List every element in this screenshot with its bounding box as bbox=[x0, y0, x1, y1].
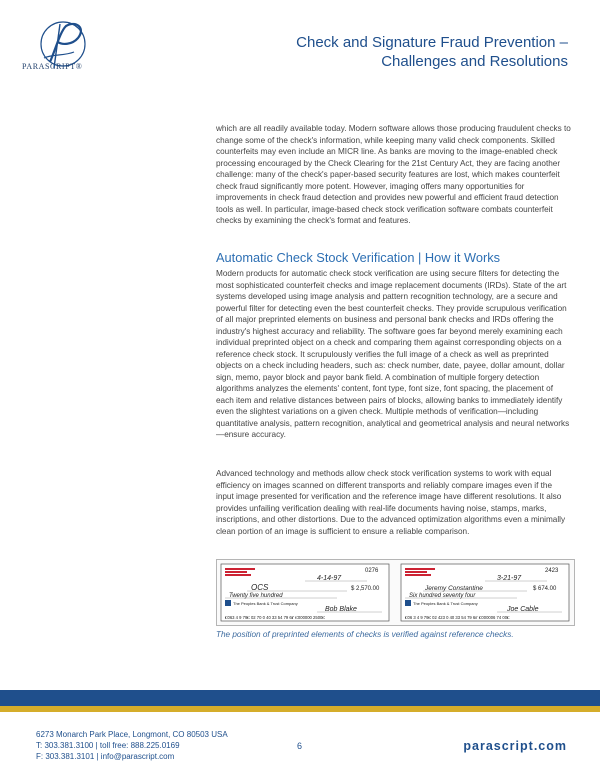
right-check-date: 3-21-97 bbox=[497, 575, 522, 582]
how-it-works-paragraph: Modern products for automatic check stock verification are using secure filters for detecting the most sophisticated counterfeit checks and image replacement documents (IRDs). State of the art systems developed using image analysis and pattern recognition technology, are a secure and powerful filter for detecting even the best counterfeit checks. They provide scrupulous verification of all major preprinted elements on business and personal bank checks and IRDs offering the industry's highest accuracy and reliability. The software goes far beyond merely examining each individual preprinted object on a check and comparing them against corresponding objects on a reference check stock. It scrupulously verifies the full image of a check as well as preprinted objects on a check including headers, such as: check number, date, payee, dollar amount, dollar sign, memo, payor block and payor bank field. A combination of multiple forgery detection algorithms analyzes the elements' content, font type, font size, font spacing, the placement of each item and relative distances between pairs of blocks, allowing banks to immediately identify even the slightest variations on a given check. Multiple methods of verification—including quantitative analysis, pattern recognition, analytical and geometrical analysis and neural networks—ensure accuracy. bbox=[216, 269, 570, 439]
right-check-payee: Jeremy Constantine bbox=[425, 585, 483, 592]
intro-paragraph: which are all readily available today. Modern software allows those producing fraudulent checks to change some of the check's information, while keeping many valid check components. Skilled counterfeits may even include an MICR line. As banks are moving to the image-enabled check processing encouraged by the Check Clearing for the 21st Century Act, they are facing another challenge: many of the check's paper-based security features are lost, which makes counterfeit check fraud significantly more potent. However, imaging offers many opportunities for improvements in check fraud detection and provides new powerful and efficient fraud detection tools as well. In particular, image-based check stock verification software combats counterfeit checks by examining the check's format and features. bbox=[216, 124, 571, 225]
right-check-written-amount: Six hundred seventy four bbox=[409, 593, 476, 599]
left-check-amount: $ 2,570.00 bbox=[351, 586, 380, 592]
document-title-line-2: Challenges and Resolutions bbox=[381, 53, 568, 70]
left-check-signature: Bob Blake bbox=[325, 606, 357, 613]
logo-wordmark: PARASCRIPT® bbox=[22, 62, 83, 71]
left-check-written-amount: Twenty five hundred bbox=[229, 593, 283, 599]
right-check-number: 2423 bbox=[545, 568, 559, 574]
right-check-micr: ⑆06 3 4 9 79⑆ 02 423 0 40 33 54 79 6⑈ ⑆000006 74 00⑆ bbox=[405, 615, 510, 620]
left-check-bank: The Peoples Bank & Trust Company bbox=[233, 601, 298, 606]
section-heading: Automatic Check Stock Verification | How it Works bbox=[216, 250, 501, 265]
left-check-number: 0276 bbox=[365, 568, 379, 574]
website-link[interactable]: parascript.com bbox=[463, 739, 567, 753]
footer-phone: T: 303.381.3100 | toll free: 888.225.0169 bbox=[36, 741, 180, 750]
document-title bbox=[296, 33, 568, 71]
check-images-figure bbox=[216, 559, 575, 626]
check-images-svg bbox=[217, 560, 574, 625]
left-check-date: 4-14-97 bbox=[317, 575, 342, 582]
page-number: 6 bbox=[297, 741, 303, 751]
advanced-technology-paragraph: Advanced technology and methods allow check stock verification systems to work with equal efficiency on images scanned on different transports and reliably compare images even if the input image presented for verification and the reference image have different resolutions. It also provides unfailing verification dealing with real-life documents having noise, stamps, marks, inscriptions, and other distortions. Due to the advanced optimization algorithms even a minimally clean portion of an image is sufficient to ensure a reliable comparison. bbox=[216, 469, 566, 536]
document-title-line-1: Check and Signature Fraud Prevention – bbox=[296, 34, 568, 51]
footer-fax-email: F: 303.381.3101 | info@parascript.com bbox=[36, 752, 175, 761]
footer-address: 6273 Monarch Park Place, Longmont, CO 80503 USA bbox=[36, 730, 228, 739]
right-check-amount: $ 674.00 bbox=[533, 586, 557, 592]
left-check-micr: ⑆063 4 9 79⑆ 02 70 0 40 33 54 79 6⑈ ⑆000000 2500⑆ bbox=[225, 615, 325, 620]
left-check bbox=[221, 564, 389, 621]
left-check-payee: OCS bbox=[251, 583, 269, 592]
right-check bbox=[401, 564, 569, 621]
footer-band-gold bbox=[0, 706, 600, 712]
footer-band-blue bbox=[0, 690, 600, 706]
right-check-signature: Joe Cable bbox=[507, 606, 539, 613]
right-check-bank: The Peoples Bank & Trust Company bbox=[413, 601, 478, 606]
figure-caption: The position of preprinted elements of checks is verified against reference checks. bbox=[216, 630, 514, 639]
